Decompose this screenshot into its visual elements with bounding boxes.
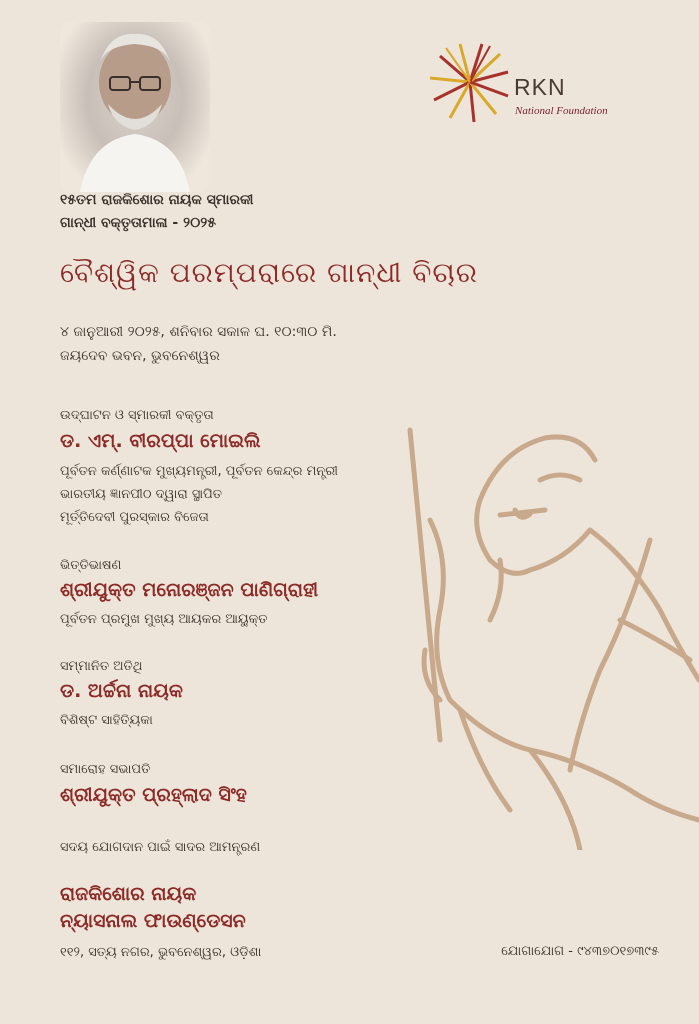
- event-datetime: ୪ ଜାନୁଆରୀ ୨୦୨୫, ଶନିବାର ସକାଳ ଘ. ୧୦:୩୦ ମି.: [60, 324, 337, 340]
- lecture-title: ବୈଶ୍ୱିକ ପରମ୍ପରାରେ ଗାନ୍ଧୀ ବିଚାର: [60, 256, 478, 289]
- logo-abbreviation: RKN: [514, 74, 566, 100]
- lecture-series-line2: ଗାନ୍ଧୀ ବକ୍ତୃତାମାଳା - ୨୦୨୫: [60, 215, 216, 231]
- program-1-desc-1: ପୂର୍ବତନ କର୍ଣ୍ଣାଟକ ମୁଖ୍ୟମନ୍ତ୍ରୀ, ପୂର୍ବତନ କେନ୍ଦ୍ର ମନ୍ତ୍ରୀ: [60, 464, 338, 479]
- organizer-name-line2: ନ୍ୟାସନାଲ ଫାଉଣ୍ଡେସନ: [60, 910, 246, 932]
- program-1-speaker: ଡ. ଏମ୍‌. ବୀରପ୍ପା ମୋଇଲି: [60, 430, 261, 452]
- sunburst-icon: [428, 40, 528, 130]
- contact-number: ଯୋଗାଯୋଗ - ୯୪୩୭୦୧୭୩୯୫: [501, 944, 659, 959]
- program-3-desc-1: ବିଶିଷ୍ଟ ସାହିତ୍ୟିକା: [60, 713, 153, 728]
- program-3-speaker: ଡ. ଅର୍ଚ୍ଚନା ନାୟକ: [60, 680, 183, 702]
- program-2-speaker: ଶ୍ରୀଯୁକ୍ତ ମନୋରଞ୍ଜନ ପାଣିଗ୍ରାହୀ: [60, 579, 319, 601]
- event-venue: ଜୟଦେବ ଭବନ, ଭୁବନେଶ୍ୱର: [60, 348, 220, 364]
- gandhi-sketch-illustration: [330, 410, 699, 850]
- lecture-series-line1: ୧୫ତମ ରାଜକିଶୋର ନାୟକ ସ୍ମାରକୀ: [60, 192, 254, 208]
- program-1-desc-3: ମୂର୍ତ୍ତିଦେବୀ ପୁରସ୍କାର ବିଜେତା: [60, 510, 209, 525]
- program-2-role: ଭିତ୍ତିଭାଷଣ: [60, 558, 122, 573]
- program-1-role: ଉଦ୍‌ଘାଟନ ଓ ସ୍ମାରକୀ ବକ୍ତୃତା: [60, 408, 214, 423]
- program-4-role: ସମାରୋହ ସଭାପତି: [60, 762, 151, 777]
- program-1-desc-2: ଭାରତୀୟ ଜ୍ଞାନପୀଠ ଦ୍ୱାରା ସ୍ଥାପିତ: [60, 487, 223, 502]
- invitation-line: ସଦୟ ଯୋଗଦାନ ପାଇଁ ସାଦର ଆମନ୍ତ୍ରଣ: [60, 840, 261, 855]
- program-2-desc-1: ପୂର୍ବତନ ପ୍ରମୁଖ ମୁଖ୍ୟ ଆୟକର ଆୟୁକ୍ତ: [60, 612, 268, 627]
- logo-name: National Foundation: [515, 105, 608, 117]
- program-3-role: ସମ୍ମାନିତ ଅତିଥି: [60, 659, 143, 674]
- portrait-photo: [60, 22, 210, 192]
- program-4-speaker: ଶ୍ରୀଯୁକ୍ତ ପ୍ରହ୍ଲାଦ ସିଂହ: [60, 784, 247, 806]
- organizer-address: ୧୧୨, ସତ୍ୟ ନଗର, ଭୁବନେଶ୍ୱର, ଓଡ଼ିଶା: [60, 945, 262, 960]
- rkn-logo: [428, 40, 668, 130]
- organizer-name-line1: ରାଜକିଶୋର ନାୟକ: [60, 883, 197, 905]
